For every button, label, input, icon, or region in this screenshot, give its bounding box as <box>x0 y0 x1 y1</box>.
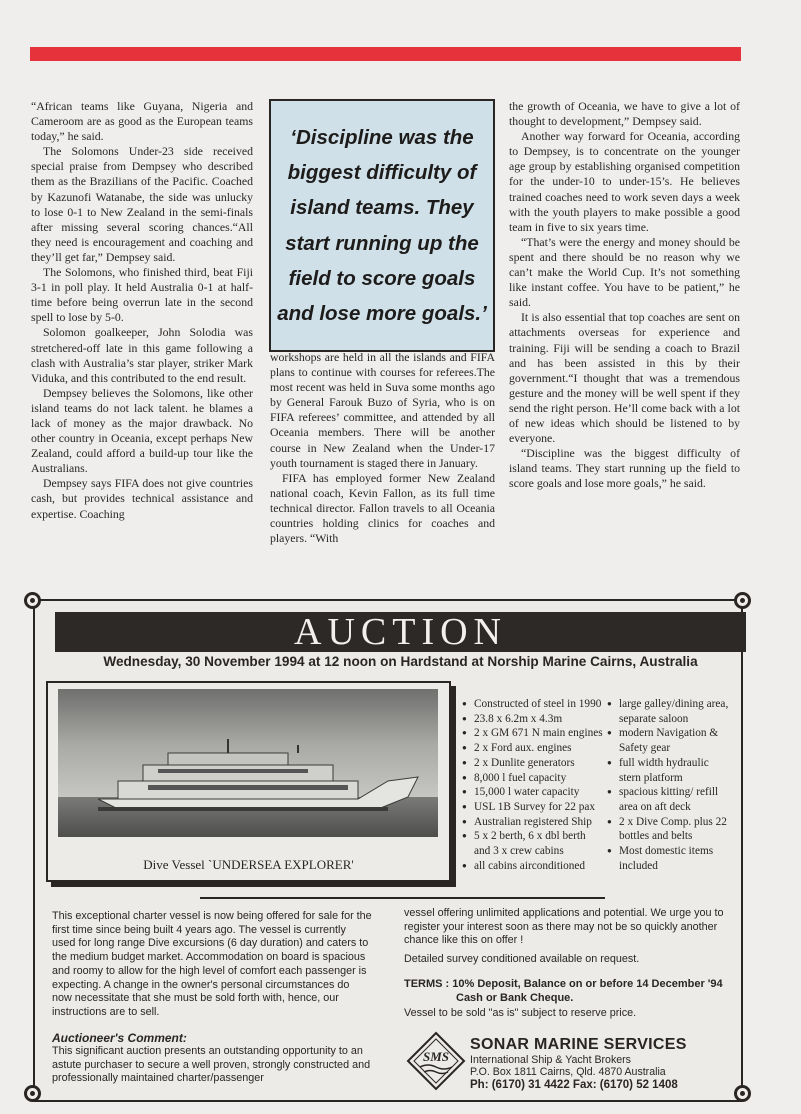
photo-caption: Dive Vessel `UNDERSEA EXPLORER' <box>143 857 354 872</box>
feature-item: ● 5 x 2 berth, 6 x dbl berth <box>462 829 607 844</box>
auctioneer-comment-title: Auctioneer's Comment: <box>52 1031 187 1045</box>
logo-lettering: SMS <box>422 1049 450 1064</box>
pull-quote: ‘Discipline was the biggest difficulty of island teams. They start running up the field to score goals and lose more goals.’ <box>277 125 487 326</box>
feature-item-continued: included <box>619 859 658 872</box>
feature-item: ● 2 x Ford aux. engines <box>462 741 607 756</box>
paragraph: Another way forward for Oceania, according to Dempsey, is to concentrate on the younger age group by establishing organised competition for the under-10 to under-15’s. He believes trained coaches need to work seven days a week with the youth players to make possible a good team in five to six years time. <box>509 129 740 234</box>
feature-item-continued: separate saloon <box>619 712 689 725</box>
terms-line: TERMS : 10% Deposit, Balance on or before 14 December '94 <box>404 978 723 990</box>
sale-terms <box>404 977 723 1005</box>
feature-item: ● 2 x GM 671 N main engines <box>462 726 607 741</box>
vessel-photo-frame <box>46 681 451 882</box>
sonar-marine-logo <box>406 1031 466 1091</box>
vessel-features-right <box>607 697 745 873</box>
corner-bolt-icon <box>24 1085 41 1102</box>
company-address: P.O. Box 1811 Cairns, Qld. 4870 Australia <box>470 1066 666 1078</box>
feature-item-continued: stern platform <box>619 771 683 784</box>
corner-bolt-icon <box>734 1085 751 1102</box>
feature-item-continued: bottles and belts <box>619 830 693 843</box>
paragraph: The Solomons Under-23 side received special praise from Dempsey who described them as the Brazilians of the Pacific. Coached by Kazunofi Watanabe, the side was unlucky to lose 0-1 to New Zealand in the semi-finals after missing several scoring chances.“All they need is encouragement and coaching and they’ll get far,” Dempsey said. <box>31 144 253 264</box>
feature-item: ● 2 x Dunlite generators <box>462 756 607 771</box>
article-column-3 <box>509 99 740 491</box>
feature-item: ● all cabins airconditioned <box>462 859 607 874</box>
vessel-features-left <box>462 697 607 873</box>
feature-item: ● large galley/dining area, <box>607 697 745 712</box>
pull-quote-box <box>269 99 495 352</box>
vessel-description: This exceptional charter vessel is now being offered for sale for the first time since being built 4 years ago. The vessel is currently used for long range Dive excursions (6 day duration) and caters to the medium budget market. Accommodation on board is spacious and roomy to allow for the high level of comfort each passenger is expecting. A change in the owner's personal circumstances do now necessitate that she must be sold forth with, hence, our instructions are to sell. <box>52 910 372 1018</box>
header-red-bar <box>30 47 741 61</box>
feature-item-continued: and 3 x crew cabins <box>474 845 564 858</box>
terms-line: Cash or Bank Cheque. <box>456 992 574 1004</box>
vessel-description-continued: vessel offering unlimited applications and potential. We urge you to register your interest soon as there may not be so quickly another chance like this on offer ! <box>404 907 724 947</box>
feature-item: ● full width hydraulic <box>607 756 745 771</box>
paragraph: the growth of Oceania, we have to give a lot of thought to development,” Dempsey said. <box>509 99 740 129</box>
paragraph: It is also essential that top coaches are sent on attachments overseas for experience and training. Fiji will be sending a coach to Brazil and has been assisted in this by their government.“I thought that was a tremendous gesture and the money will be well spent if they send the right person. He’ll come back with a lot of new ideas which should be listened to by everyone. <box>509 310 740 446</box>
reserve-note: Vessel to be sold "as is" subject to reserve price. <box>404 1007 637 1019</box>
corner-bolt-icon <box>24 592 41 609</box>
feature-item: ● 23.8 x 6.2m x 4.3m <box>462 712 607 727</box>
paragraph: Dempsey says FIFA does not give countries cash, but provides technical assistance and expertise. Coaching <box>31 476 253 521</box>
company-name: SONAR MARINE SERVICES <box>470 1036 687 1053</box>
feature-item: ● Most domestic items <box>607 844 745 859</box>
article-column-1 <box>31 99 253 522</box>
paragraph: “African teams like Guyana, Nigeria and Cameroom are as good as the European teams today,” he said. <box>31 99 253 144</box>
divider-line <box>200 897 605 899</box>
paragraph: FIFA has employed former New Zealand national coach, Kevin Fallon, as its full time technical director. Fallon travels to all Oceania countries holding clinics for coaches and players. “With <box>270 470 495 546</box>
auction-date: Wednesday, 30 November 1994 at 12 noon on Hardstand at Norship Marine Cairns, Australia <box>103 654 698 669</box>
article-column-2 <box>270 350 495 546</box>
paragraph: “That’s were the energy and money should be spent and there should be no reason why we can’t make the World Cup. It’s not something like instant coffee. You have to be patient,” he said. <box>509 234 740 310</box>
feature-item: ● Australian registered Ship <box>462 815 607 830</box>
company-tagline: International Ship & Yacht Brokers <box>470 1054 631 1066</box>
company-phone: Ph: (6170) 31 4422 Fax: (6170) 52 1408 <box>470 1079 678 1091</box>
ship-illustration <box>58 689 438 837</box>
feature-item: ● USL 1B Survey for 22 pax <box>462 800 607 815</box>
feature-item: ● modern Navigation & <box>607 726 745 741</box>
corner-bolt-icon <box>734 592 751 609</box>
feature-item: ● Constructed of steel in 1990 <box>462 697 607 712</box>
paragraph: The Solomons, who finished third, beat Fiji 3-1 in poll play. It held Australia 0-1 at half-time before being overrun late in the second spell to lose by 5-0. <box>31 265 253 325</box>
auction-title: AUCTION <box>294 611 507 653</box>
feature-item-continued: area on aft deck <box>619 800 691 813</box>
auction-title-bar <box>55 612 746 652</box>
paragraph: “Discipline was the biggest difficulty of island teams. They start running up the field to score goals and lose more goals,” he said. <box>509 446 740 491</box>
survey-note: Detailed survey conditioned available on request. <box>404 953 640 965</box>
feature-item: ● 15,000 l water capacity <box>462 785 607 800</box>
vessel-photo <box>58 689 438 837</box>
auctioneer-comment: This significant auction presents an outstanding opportunity to an astute purchaser to secure a well proven, strongly constructed and professionally maintained charter/passenger <box>52 1045 371 1085</box>
feature-item-continued: Safety gear <box>619 742 671 755</box>
feature-item: ● spacious kitting/ refill <box>607 785 745 800</box>
paragraph: workshops are held in all the islands and FIFA plans to continue with courses for referees.The most recent was held in Suva some months ago by General Farouk Buzo of Syria, who is on FIFA referees’ committee, and attended by all Oceania members. There will be another course in New Zealand when the Under-17 youth tournament is staged there in January. <box>270 350 495 470</box>
paragraph: Solomon goalkeeper, John Solodia was stretchered-off late in this game following a clash with Australia’s star player, striker Mark Viduka, and this contributed to the end result. <box>31 325 253 385</box>
feature-item: ● 8,000 l fuel capacity <box>462 771 607 786</box>
paragraph: Dempsey believes the Solomons, like other island teams do not lack talent. he blames a lack of money as the major drawback. No other country in Oceania, except perhaps New Zealand, could afford a build-up tour like the Australians. <box>31 385 253 476</box>
feature-item: ● 2 x Dive Comp. plus 22 <box>607 815 745 830</box>
